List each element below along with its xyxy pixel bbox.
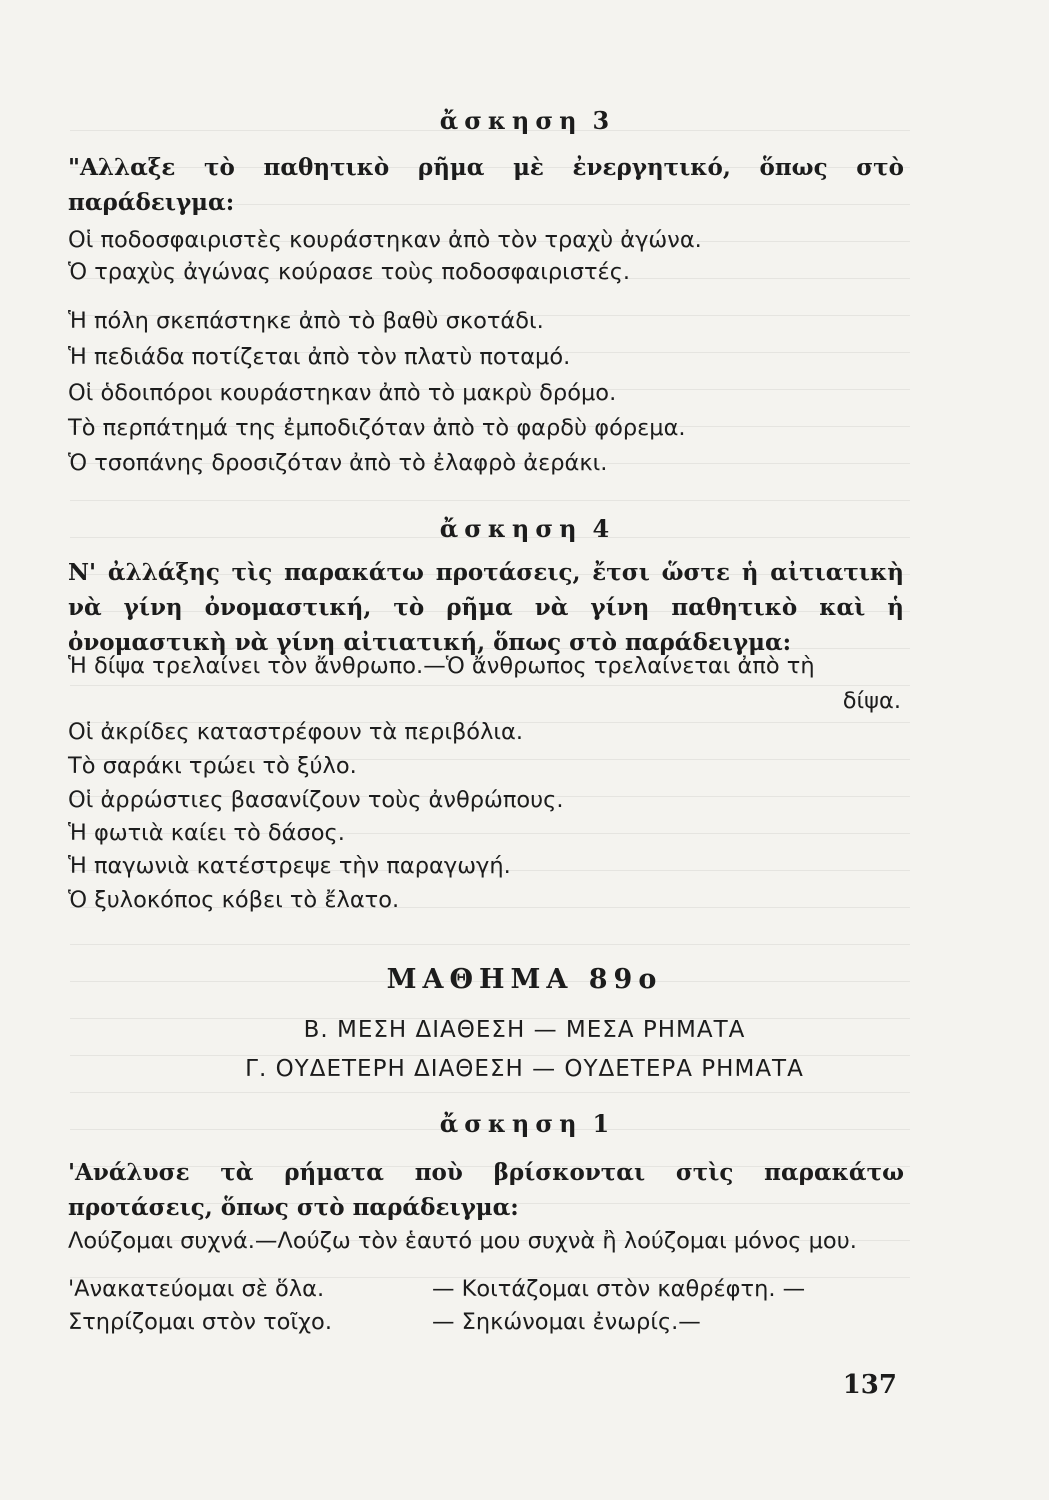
- example-line: Λούζομαι συχνά.—Λούζω τὸν ἑαυτό μου συχνὰ ἢ λούζομαι μόνος μου.: [68, 1228, 857, 1254]
- exercise-sentence: Τὸ σαράκι τρώει τὸ ξύλο.: [68, 753, 357, 779]
- exercise-heading-word: ἄσκηση: [439, 106, 583, 135]
- exercise-1-heading: [0, 1109, 1049, 1138]
- example-line-continuation: δίψα.: [842, 688, 901, 714]
- exercise-sentence: Ἡ φωτιὰ καίει τὸ δάσος.: [68, 820, 345, 846]
- example-line: Οἱ ποδοσφαιριστὲς κουράστηκαν ἀπὸ τὸν τραχὺ ἀγώνα.: [68, 227, 702, 253]
- example-line: Ἡ δίψα τρελαίνει τὸν ἄνθρωπο.—Ὁ ἄνθρωπος τρελαίνεται ἀπὸ τὴ: [68, 653, 815, 679]
- exercise-sentence: Οἱ ὁδοιπόροι κουράστηκαν ἀπὸ τὸ μακρὺ δρόμο.: [68, 380, 617, 406]
- exercise-sentence-left: Στηρίζομαι στὸν τοῖχο.: [68, 1309, 332, 1335]
- exercise-3-heading: [0, 106, 1049, 135]
- exercise-number: 1: [592, 1109, 610, 1138]
- exercise-sentence: Ἡ πεδιάδα ποτίζεται ἀπὸ τὸν πλατὺ ποταμό.: [68, 344, 571, 370]
- page-number: 137: [842, 1370, 897, 1400]
- exercise-4-heading: [0, 514, 1049, 543]
- exercise-sentence: Ἡ παγωνιὰ κατέστρεψε τὴν παραγωγή.: [68, 853, 511, 879]
- exercise-sentence: Τὸ περπάτημά της ἐμποδιζόταν ἀπὸ τὸ φαρδὺ φόρεμα.: [68, 415, 686, 441]
- exercise-sentence: Οἱ ἀρρώστιες βασανίζουν τοὺς ἀνθρώπους.: [68, 787, 564, 813]
- lesson-title: ΜΑΘΗΜΑ 89ο: [386, 964, 663, 995]
- exercise-number: 3: [592, 106, 610, 135]
- exercise-number: 4: [592, 514, 610, 543]
- exercise-sentence: Ἡ πόλη σκεπάστηκε ἀπὸ τὸ βαθὺ σκοτάδι.: [68, 308, 544, 334]
- exercise-heading-word: ἄσκηση: [439, 1109, 583, 1138]
- lesson-subtitle-b: Β. ΜΕΣΗ ΔΙΑΘΕΣΗ — ΜΕΣΑ ΡΗΜΑΤΑ: [303, 1017, 746, 1043]
- exercise-3-instruction: "Αλλαξε τὸ παθητικὸ ρῆμα μὲ ἐνεργητικό, ὅπως στὸ παράδειγμα:: [68, 154, 904, 216]
- exercise-4-instruction: Ν' ἀλλάξης τὶς παρακάτω προτάσεις, ἔτσι ὥστε ἡ αἰτιατικὴ νὰ γίνη ὀνομαστική, τὸ ρῆμα νὰ γίνη παθητικὸ καὶ ἡ ὀνομαστικὴ νὰ γίνη αἰτιατική, ὅπως στὸ παράδειγμα:: [68, 559, 904, 656]
- exercise-sentence: Οἱ ἀκρίδες καταστρέφουν τὰ περιβόλια.: [68, 719, 523, 745]
- exercise-sentence-right: — Κοιτάζομαι στὸν καθρέφτη. —: [432, 1276, 806, 1302]
- exercise-sentence: Ὁ ξυλοκόπος κόβει τὸ ἔλατο.: [68, 887, 400, 913]
- exercise-sentence-right: — Σηκώνομαι ἐνωρίς.—: [432, 1309, 701, 1335]
- exercise-sentence-left: 'Ανακατεύομαι σὲ ὅλα.: [68, 1276, 325, 1302]
- exercise-1-instruction: 'Ανάλυσε τὰ ρήματα ποὺ βρίσκονται στὶς παρακάτω προτάσεις, ὅπως στὸ παράδειγμα:: [68, 1159, 904, 1221]
- exercise-heading-word: ἄσκηση: [439, 514, 583, 543]
- exercise-sentence: Ὁ τσοπάνης δροσιζόταν ἀπὸ τὸ ἐλαφρὸ ἀεράκι.: [68, 450, 608, 476]
- example-line: Ὁ τραχὺς ἀγώνας κούρασε τοὺς ποδοσφαιριστές.: [68, 259, 631, 285]
- lesson-subtitle-g: Γ. ΟΥΔΕΤΕΡΗ ΔΙΑΘΕΣΗ — ΟΥΔΕΤΕΡΑ ΡΗΜΑΤΑ: [245, 1056, 804, 1082]
